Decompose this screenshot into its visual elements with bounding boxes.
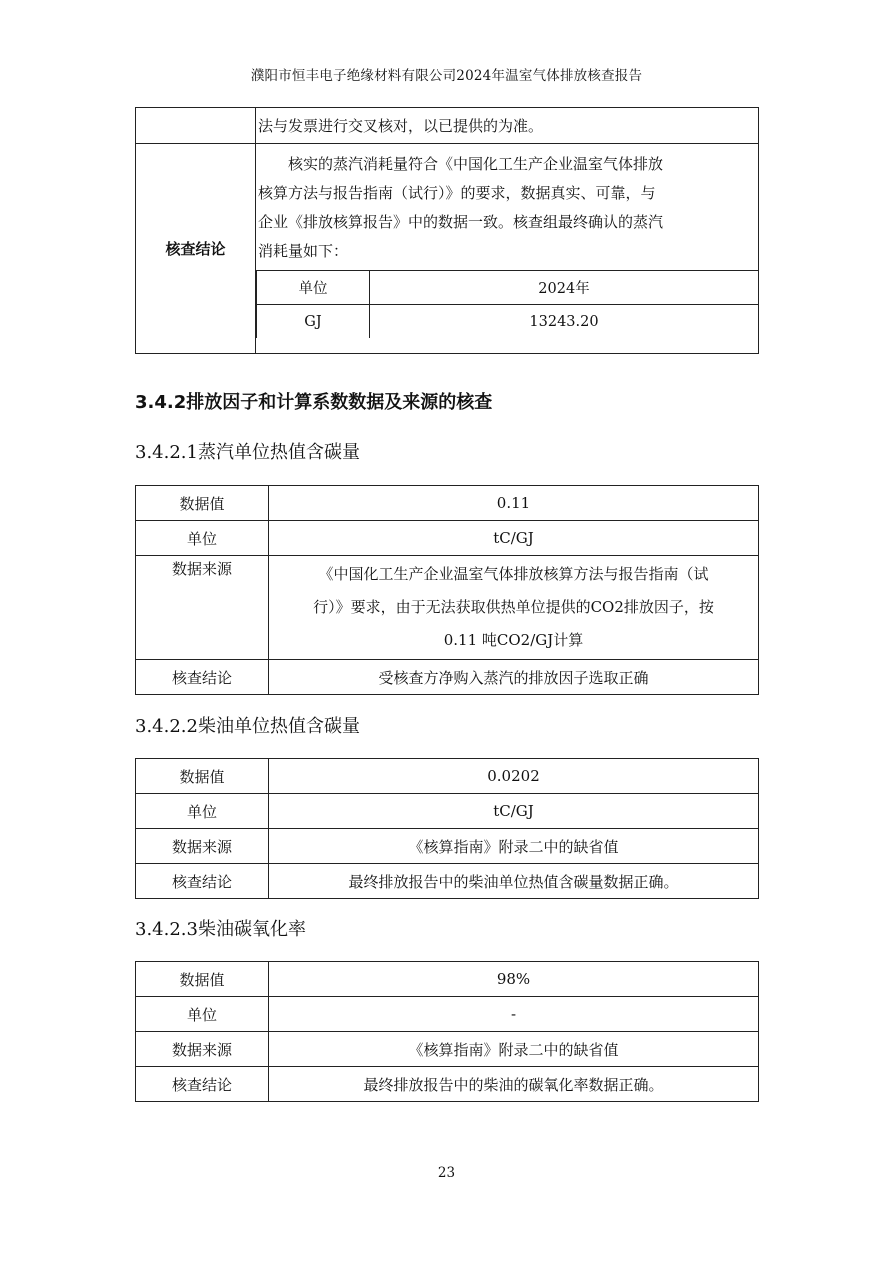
row-label: 数据值 [136, 962, 269, 997]
row-value: 《核算指南》附录二中的缺省值 [269, 1032, 759, 1067]
inner-header-year: 2024年 [370, 271, 759, 305]
diesel-carbon-table [135, 758, 759, 899]
paragraph-line: 消耗量如下： [258, 242, 349, 260]
row-value: 0.11 [269, 486, 759, 521]
conclusion-label: 核查结论 [136, 144, 256, 354]
inner-cell-unit: GJ [257, 305, 370, 339]
page-number: 23 [437, 1165, 456, 1181]
row-label: 单位 [136, 521, 269, 556]
row-value: 《核算指南》附录二中的缺省值 [269, 829, 759, 864]
conclusion-table [135, 107, 759, 354]
row-label: 核查结论 [136, 660, 269, 695]
row-label: 数据来源 [136, 829, 269, 864]
subsection-heading-steam: 3.4.2.1蒸汽单位热值含碳量 [135, 442, 360, 463]
paragraph-line: 核实的蒸汽消耗量符合《中国化工生产企业温室气体排放 [258, 155, 664, 173]
row-value: - [269, 997, 759, 1032]
diesel-oxidation-table [135, 961, 759, 1102]
subsection-heading-diesel-carbon: 3.4.2.2柴油单位热值含碳量 [135, 716, 360, 737]
section-heading: 3.4.2排放因子和计算系数数据及来源的核查 [135, 392, 493, 413]
row-label: 数据值 [136, 759, 269, 794]
conclusion-paragraph [256, 144, 758, 270]
row-value: 最终排放报告中的柴油的碳氧化率数据正确。 [269, 1067, 759, 1102]
inner-header-unit: 单位 [257, 271, 370, 305]
conclusion-content [256, 144, 759, 354]
source-line: 0.11 吨CO2/GJ计算 [443, 631, 584, 649]
row-value-source [269, 556, 759, 660]
paragraph-line: 企业《排放核算报告》中的数据一致。核查组最终确认的蒸汽 [258, 213, 664, 231]
row-value: 98% [269, 962, 759, 997]
row-value: tC/GJ [269, 794, 759, 829]
row-label: 数据来源 [136, 1032, 269, 1067]
source-line: 行）》要求，由于无法获取供热单位提供的CO2排放因子，按 [313, 598, 714, 616]
row-label: 核查结论 [136, 864, 269, 899]
row-label: 数据来源 [136, 556, 269, 660]
row-label: 数据值 [136, 486, 269, 521]
row-value: 最终排放报告中的柴油单位热值含碳量数据正确。 [269, 864, 759, 899]
row-value: 0.0202 [269, 759, 759, 794]
inner-cell-value: 13243.20 [370, 305, 759, 339]
continued-text: 法与发票进行交叉核对，以已提供的为准。 [256, 108, 759, 144]
row-value: 受核查方净购入蒸汽的排放因子选取正确 [269, 660, 759, 695]
row-label: 单位 [136, 794, 269, 829]
row-value: tC/GJ [269, 521, 759, 556]
subsection-heading-diesel-oxidation: 3.4.2.3柴油碳氧化率 [135, 919, 306, 940]
source-line: 《中国化工生产企业温室气体排放核算方法与报告指南（试 [318, 565, 709, 583]
steam-carbon-table [135, 485, 759, 695]
page-header: 濮阳市恒丰电子绝缘材料有限公司2024年温室气体排放核查报告 [250, 68, 643, 84]
empty-label-cell [136, 108, 256, 144]
steam-consumption-table [256, 270, 758, 338]
paragraph-line: 核算方法与报告指南（试行）》的要求，数据真实、可靠，与 [258, 184, 656, 202]
row-label: 单位 [136, 997, 269, 1032]
row-label: 核查结论 [136, 1067, 269, 1102]
